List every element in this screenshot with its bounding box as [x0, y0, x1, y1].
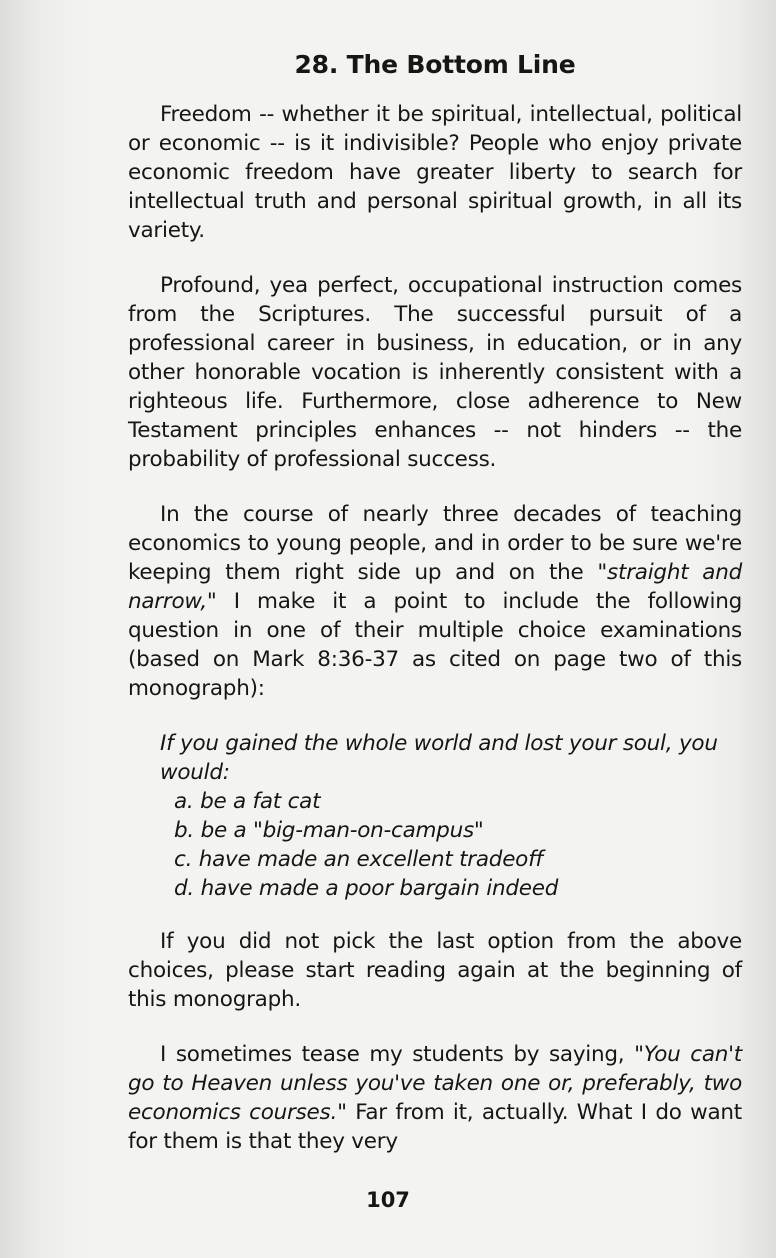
paragraph-teaching-economics [128, 500, 742, 703]
paragraph-teaching-text-end: I make it a point to include the following question in one of their multiple choice examinations (based on Mark 8:36-37 as cited on page two of this monograph): [128, 589, 742, 701]
paragraph-teaching-text-start: In the course of nearly three decades of teaching economics to young people, and in order to be sure we're keeping them right side up and on the [128, 502, 742, 585]
paragraph-tease-students [128, 1040, 742, 1156]
paragraph-freedom: Freedom -- whether it be spiritual, intellectual, political or economic -- is it indivisible? People who enjoy private economic freedom have greater liberty to search for intellectual truth and personal spiritual growth, in all its variety. [128, 102, 742, 243]
paragraph-reading-again: If you did not pick the last option from the above choices, please start reading again at the beginning of this monograph. [128, 929, 742, 1012]
heaven-quote: "You can't go to Heaven unless you've taken one or, preferably, two economics courses." [128, 1042, 742, 1125]
exam-choice-d: d. have made a poor bargain indeed [174, 876, 559, 901]
exam-choice-b: b. be a "big-man-on-campus" [174, 818, 484, 843]
exam-choices-list [160, 787, 742, 903]
exam-question-block [128, 729, 742, 903]
page-number: 107 [366, 1188, 410, 1212]
paragraph-occupational-instruction: Profound, yea perfect, occupational instruction comes from the Scriptures. The successful pursuit of a professional career in business, in education, or in any other honorable vocation is inherently consistent with a righteous life. Furthermore, close adherence to New Testament principles enhances -- not hinders -- the probability of professional success. [128, 273, 742, 472]
exam-choice-a: a. be a fat cat [174, 789, 321, 814]
paragraph-tease-text-end: Far from it, actually. What I do want for them is that they very [128, 1100, 742, 1154]
exam-choice-c: c. have made an excellent tradeoff [174, 847, 543, 872]
exam-question: If you gained the whole world and lost your soul, you would: [160, 731, 718, 785]
page-content [128, 50, 742, 1182]
chapter-title: 28. The Bottom Line [294, 50, 576, 79]
straight-and-narrow-phrase: "straight and narrow," [128, 560, 742, 614]
paragraph-tease-text-start: I sometimes tease my students by saying, [160, 1042, 635, 1067]
